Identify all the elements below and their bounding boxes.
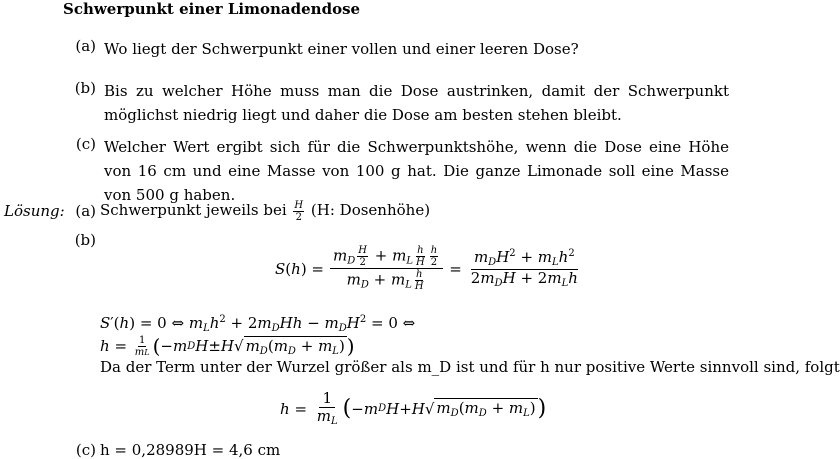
- solution-label: Lösung:: [4, 202, 65, 220]
- derivative-equation: S′(h) = 0 ⇔ $m_Lh^2 + 2m_DHh - m_DH^2 = 0$ ⇔: [100, 314, 416, 334]
- question-b-text: Bis zu welcher Höhe muss man die Dose austrinken, damit der Schwerpunkt möglichst niedrig liegt und daher die Dose am besten stehen bleibt.: [104, 82, 729, 124]
- question-c-label: (c): [75, 135, 96, 153]
- solution-a-suffix: (H: Dosenhöhe): [310, 201, 431, 219]
- question-a-text: Wo liegt der Schwerpunkt einer vollen und einer leeren Dose?: [104, 40, 579, 58]
- solution-a-line: [100, 198, 430, 223]
- solution-a-text: Schwerpunkt jeweils bei: [100, 201, 287, 219]
- question-c-text: Welcher Wert ergibt sich für die Schwerpunktshöhe, wenn die Dose eine Höhe von 16 cm und eine Masse von 100 g hat. Die ganze Limonade soll eine Masse von 500 g haben.: [104, 138, 729, 204]
- s-fraction-left: $m_D$ $\frac{H}{2}$ + $m_L$ $\frac{h}{H}$ $\frac{h}{2}$ $m_D + m_L$ $\frac{h}{H}$: [330, 245, 443, 292]
- s-fraction-right: $\frac{m_DH^2 + m_Lh^2}{2m_DH + 2m_Lh}$: [470, 248, 578, 289]
- solution-b-label: (b): [74, 231, 96, 249]
- solution-c-text: h = 0,28989H = 4,6 cm: [100, 441, 281, 459]
- h-half-fraction: $\frac{H}{2}$: [294, 199, 304, 223]
- h-solution-inline: h = $\frac{1}{mL}$ ( − m D H ± H √ $m_D(m_D + m_L)$ ): [100, 334, 355, 358]
- s-of-h-formula: S ( h ) = $m_D$ $\frac{H}{2}$ + $m_L$ $\frac{h}{H}$ $\frac{h}{2}$ $m_D + m_L$ $\frac{h}{H}$ = $\frac{m_DH^2 + m_Lh^2}{2m_DH + 2m_Lh}$: [275, 245, 587, 292]
- question-a-label: (a): [75, 37, 96, 55]
- question-b-label: (b): [74, 79, 96, 97]
- solution-b-text: Da der Term unter der Wurzel größer als m_D ist und für h nur positive Werte sinnvoll sind, folgt: [100, 358, 840, 376]
- solution-a-label: (a): [75, 202, 96, 220]
- h-display-formula: h = $\frac{1}{m_L}$ ( − m D H + H √ $m_D(m_D + m_L)$ ): [280, 389, 547, 428]
- solution-c-label: (c): [75, 441, 96, 459]
- page-title: Schwerpunkt einer Limonadendose: [63, 0, 361, 18]
